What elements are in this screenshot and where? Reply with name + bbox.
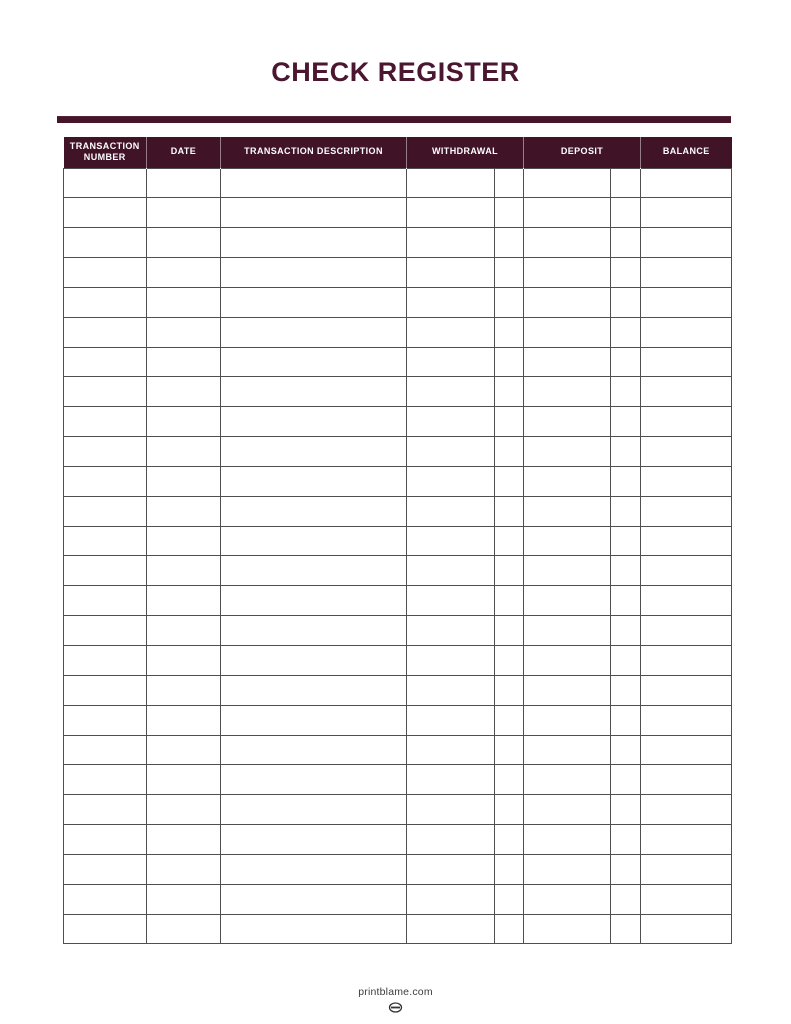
cell-balance <box>641 914 732 944</box>
cell-balance <box>641 646 732 676</box>
cell-transaction-number <box>64 466 147 496</box>
cell-transaction-description <box>221 198 407 228</box>
cell-transaction-description <box>221 705 407 735</box>
cell-transaction-description <box>221 377 407 407</box>
cell-deposit-cents <box>611 884 641 914</box>
cell-balance <box>641 287 732 317</box>
register-row <box>64 616 732 646</box>
register-row <box>64 466 732 496</box>
cell-withdrawal-dollars <box>407 496 495 526</box>
cell-date <box>147 616 221 646</box>
cell-withdrawal-dollars <box>407 914 495 944</box>
cell-deposit-dollars <box>524 795 611 825</box>
cell-deposit-cents <box>611 317 641 347</box>
cell-deposit-cents <box>611 168 641 198</box>
cell-date <box>147 765 221 795</box>
cell-withdrawal-dollars <box>407 556 495 586</box>
cell-balance <box>641 765 732 795</box>
cell-withdrawal-cents <box>495 317 524 347</box>
cell-withdrawal-cents <box>495 675 524 705</box>
cell-deposit-cents <box>611 407 641 437</box>
register-row <box>64 198 732 228</box>
cell-date <box>147 377 221 407</box>
cell-withdrawal-cents <box>495 407 524 437</box>
cell-withdrawal-dollars <box>407 884 495 914</box>
cell-withdrawal-dollars <box>407 825 495 855</box>
cell-withdrawal-cents <box>495 586 524 616</box>
cell-balance <box>641 616 732 646</box>
cell-balance <box>641 854 732 884</box>
cell-withdrawal-cents <box>495 466 524 496</box>
cell-transaction-description <box>221 496 407 526</box>
register-row <box>64 496 732 526</box>
cell-deposit-dollars <box>524 317 611 347</box>
cell-transaction-number <box>64 287 147 317</box>
cell-transaction-description <box>221 675 407 705</box>
register-row <box>64 735 732 765</box>
cell-withdrawal-dollars <box>407 586 495 616</box>
cell-transaction-description <box>221 765 407 795</box>
cell-deposit-dollars <box>524 854 611 884</box>
col-header-withdrawal: WITHDRAWAL <box>407 137 524 168</box>
cell-transaction-description <box>221 914 407 944</box>
cell-deposit-cents <box>611 854 641 884</box>
cell-date <box>147 825 221 855</box>
cell-deposit-cents <box>611 675 641 705</box>
register-row <box>64 168 732 198</box>
cell-withdrawal-cents <box>495 258 524 288</box>
cell-deposit-dollars <box>524 496 611 526</box>
cell-transaction-number <box>64 377 147 407</box>
cell-withdrawal-cents <box>495 437 524 467</box>
cell-transaction-number <box>64 496 147 526</box>
cell-balance <box>641 228 732 258</box>
cell-withdrawal-dollars <box>407 646 495 676</box>
col-header-deposit: DEPOSIT <box>524 137 641 168</box>
cell-date <box>147 466 221 496</box>
cell-balance <box>641 466 732 496</box>
cell-balance <box>641 347 732 377</box>
cell-withdrawal-dollars <box>407 854 495 884</box>
cell-deposit-cents <box>611 347 641 377</box>
cell-deposit-dollars <box>524 735 611 765</box>
cell-transaction-number <box>64 616 147 646</box>
register-row <box>64 556 732 586</box>
cell-withdrawal-dollars <box>407 198 495 228</box>
cell-withdrawal-cents <box>495 496 524 526</box>
cell-transaction-number <box>64 884 147 914</box>
register-row <box>64 287 732 317</box>
cell-deposit-cents <box>611 466 641 496</box>
cell-date <box>147 795 221 825</box>
cell-balance <box>641 437 732 467</box>
cell-deposit-dollars <box>524 586 611 616</box>
cell-deposit-cents <box>611 616 641 646</box>
cell-withdrawal-cents <box>495 854 524 884</box>
cell-transaction-number <box>64 586 147 616</box>
cell-date <box>147 317 221 347</box>
col-header-transaction-description: TRANSACTION DESCRIPTION <box>221 137 407 168</box>
cell-deposit-dollars <box>524 526 611 556</box>
cell-deposit-dollars <box>524 466 611 496</box>
cell-date <box>147 228 221 258</box>
cell-withdrawal-cents <box>495 228 524 258</box>
cell-date <box>147 854 221 884</box>
register-row <box>64 854 732 884</box>
cell-withdrawal-dollars <box>407 466 495 496</box>
check-register-table <box>63 137 732 944</box>
cell-balance <box>641 825 732 855</box>
cell-withdrawal-dollars <box>407 437 495 467</box>
col-header-transaction-number: TRANSACTION NUMBER <box>64 137 147 168</box>
cell-deposit-dollars <box>524 437 611 467</box>
cell-date <box>147 496 221 526</box>
cell-date <box>147 168 221 198</box>
cell-date <box>147 646 221 676</box>
cell-deposit-dollars <box>524 556 611 586</box>
cell-withdrawal-dollars <box>407 795 495 825</box>
cell-transaction-number <box>64 765 147 795</box>
register-row <box>64 586 732 616</box>
register-row <box>64 407 732 437</box>
cell-withdrawal-cents <box>495 735 524 765</box>
title-divider-rule <box>57 116 731 123</box>
cell-withdrawal-cents <box>495 795 524 825</box>
register-row <box>64 884 732 914</box>
cell-withdrawal-dollars <box>407 317 495 347</box>
register-row <box>64 437 732 467</box>
cell-deposit-cents <box>611 825 641 855</box>
cell-transaction-description <box>221 884 407 914</box>
cell-deposit-cents <box>611 765 641 795</box>
cell-deposit-dollars <box>524 616 611 646</box>
cell-withdrawal-dollars <box>407 168 495 198</box>
cell-withdrawal-dollars <box>407 258 495 288</box>
cell-balance <box>641 317 732 347</box>
cell-withdrawal-cents <box>495 646 524 676</box>
cell-transaction-number <box>64 317 147 347</box>
cell-deposit-cents <box>611 198 641 228</box>
cell-balance <box>641 526 732 556</box>
cell-date <box>147 884 221 914</box>
cell-transaction-number <box>64 825 147 855</box>
register-row <box>64 675 732 705</box>
cell-transaction-description <box>221 825 407 855</box>
cell-deposit-cents <box>611 586 641 616</box>
cell-deposit-dollars <box>524 825 611 855</box>
cell-transaction-description <box>221 616 407 646</box>
cell-deposit-cents <box>611 258 641 288</box>
cell-withdrawal-cents <box>495 705 524 735</box>
register-row <box>64 825 732 855</box>
cell-withdrawal-cents <box>495 377 524 407</box>
cell-balance <box>641 556 732 586</box>
cell-date <box>147 437 221 467</box>
cell-transaction-number <box>64 258 147 288</box>
cell-balance <box>641 735 732 765</box>
cell-transaction-number <box>64 168 147 198</box>
cell-deposit-dollars <box>524 914 611 944</box>
cell-date <box>147 705 221 735</box>
register-row <box>64 228 732 258</box>
col-header-date: DATE <box>147 137 221 168</box>
cell-balance <box>641 705 732 735</box>
cell-transaction-number <box>64 347 147 377</box>
cell-withdrawal-cents <box>495 765 524 795</box>
cell-transaction-description <box>221 228 407 258</box>
cell-withdrawal-cents <box>495 287 524 317</box>
cell-withdrawal-dollars <box>407 765 495 795</box>
cell-date <box>147 407 221 437</box>
cell-withdrawal-dollars <box>407 616 495 646</box>
cell-deposit-dollars <box>524 347 611 377</box>
cell-deposit-dollars <box>524 675 611 705</box>
cell-transaction-description <box>221 735 407 765</box>
cell-deposit-cents <box>611 437 641 467</box>
cell-balance <box>641 795 732 825</box>
cell-transaction-number <box>64 675 147 705</box>
cell-deposit-dollars <box>524 765 611 795</box>
register-row <box>64 765 732 795</box>
cell-withdrawal-cents <box>495 168 524 198</box>
cell-deposit-cents <box>611 646 641 676</box>
cell-withdrawal-dollars <box>407 407 495 437</box>
page-footer <box>0 986 791 1018</box>
printer-icon <box>388 1000 403 1018</box>
cell-date <box>147 258 221 288</box>
cell-deposit-cents <box>611 914 641 944</box>
cell-deposit-dollars <box>524 168 611 198</box>
cell-balance <box>641 258 732 288</box>
cell-transaction-number <box>64 526 147 556</box>
cell-deposit-cents <box>611 735 641 765</box>
cell-transaction-number <box>64 735 147 765</box>
register-row <box>64 526 732 556</box>
cell-transaction-description <box>221 168 407 198</box>
cell-transaction-number <box>64 198 147 228</box>
cell-withdrawal-cents <box>495 914 524 944</box>
cell-withdrawal-dollars <box>407 347 495 377</box>
cell-transaction-number <box>64 556 147 586</box>
cell-withdrawal-dollars <box>407 675 495 705</box>
register-row <box>64 646 732 676</box>
cell-transaction-description <box>221 556 407 586</box>
cell-deposit-dollars <box>524 287 611 317</box>
cell-transaction-description <box>221 526 407 556</box>
cell-transaction-description <box>221 795 407 825</box>
register-row <box>64 377 732 407</box>
table-header-row <box>64 137 732 168</box>
cell-withdrawal-dollars <box>407 377 495 407</box>
cell-date <box>147 198 221 228</box>
cell-deposit-cents <box>611 287 641 317</box>
cell-deposit-dollars <box>524 407 611 437</box>
cell-deposit-dollars <box>524 198 611 228</box>
cell-transaction-description <box>221 466 407 496</box>
cell-balance <box>641 198 732 228</box>
cell-transaction-description <box>221 586 407 616</box>
cell-date <box>147 675 221 705</box>
cell-deposit-cents <box>611 526 641 556</box>
cell-transaction-number <box>64 228 147 258</box>
cell-withdrawal-cents <box>495 884 524 914</box>
cell-balance <box>641 496 732 526</box>
register-row <box>64 914 732 944</box>
cell-withdrawal-dollars <box>407 228 495 258</box>
cell-balance <box>641 407 732 437</box>
cell-deposit-cents <box>611 228 641 258</box>
cell-balance <box>641 168 732 198</box>
cell-transaction-number <box>64 437 147 467</box>
cell-withdrawal-cents <box>495 347 524 377</box>
cell-date <box>147 526 221 556</box>
cell-withdrawal-cents <box>495 198 524 228</box>
cell-withdrawal-dollars <box>407 705 495 735</box>
cell-date <box>147 347 221 377</box>
cell-transaction-description <box>221 317 407 347</box>
register-row <box>64 795 732 825</box>
cell-transaction-number <box>64 705 147 735</box>
cell-date <box>147 735 221 765</box>
cell-balance <box>641 675 732 705</box>
cell-date <box>147 556 221 586</box>
cell-transaction-description <box>221 287 407 317</box>
cell-deposit-dollars <box>524 258 611 288</box>
register-row <box>64 705 732 735</box>
cell-balance <box>641 377 732 407</box>
cell-date <box>147 914 221 944</box>
page-title: CHECK REGISTER <box>271 57 520 87</box>
cell-deposit-dollars <box>524 646 611 676</box>
cell-withdrawal-dollars <box>407 735 495 765</box>
cell-transaction-description <box>221 407 407 437</box>
cell-deposit-dollars <box>524 705 611 735</box>
cell-withdrawal-dollars <box>407 287 495 317</box>
cell-balance <box>641 586 732 616</box>
cell-deposit-cents <box>611 705 641 735</box>
cell-deposit-dollars <box>524 884 611 914</box>
cell-transaction-number <box>64 914 147 944</box>
cell-transaction-number <box>64 854 147 884</box>
cell-transaction-number <box>64 646 147 676</box>
cell-deposit-dollars <box>524 228 611 258</box>
cell-transaction-number <box>64 407 147 437</box>
register-row <box>64 347 732 377</box>
cell-transaction-description <box>221 646 407 676</box>
cell-transaction-number <box>64 795 147 825</box>
register-row <box>64 317 732 347</box>
cell-date <box>147 287 221 317</box>
cell-deposit-cents <box>611 795 641 825</box>
cell-withdrawal-cents <box>495 825 524 855</box>
footer-site-text: printblame.com <box>358 986 433 998</box>
cell-deposit-cents <box>611 377 641 407</box>
cell-transaction-description <box>221 854 407 884</box>
cell-withdrawal-cents <box>495 556 524 586</box>
cell-withdrawal-dollars <box>407 526 495 556</box>
cell-balance <box>641 884 732 914</box>
cell-deposit-cents <box>611 556 641 586</box>
cell-date <box>147 586 221 616</box>
cell-deposit-cents <box>611 496 641 526</box>
cell-transaction-description <box>221 437 407 467</box>
col-header-balance: BALANCE <box>641 137 732 168</box>
register-row <box>64 258 732 288</box>
cell-deposit-dollars <box>524 377 611 407</box>
cell-transaction-description <box>221 258 407 288</box>
cell-transaction-description <box>221 347 407 377</box>
cell-withdrawal-cents <box>495 616 524 646</box>
cell-withdrawal-cents <box>495 526 524 556</box>
